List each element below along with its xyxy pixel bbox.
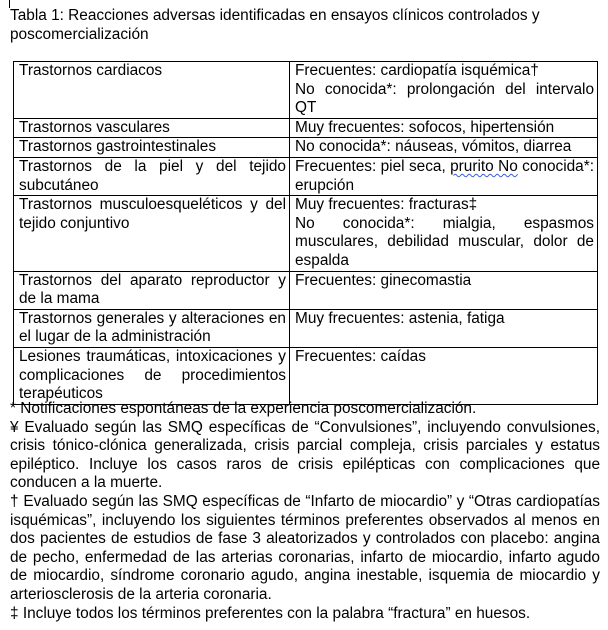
- reaction-line: Frecuentes: piel seca, prurito No conocida*: erupción: [295, 157, 594, 194]
- reactions-cell: [290, 62, 598, 119]
- spellcheck-underline: prurito No: [450, 157, 518, 175]
- reactions-cell: [290, 309, 598, 347]
- reaction-line: Frecuentes: caídas: [295, 347, 426, 365]
- footnote-asterisk: * Notificaciones espontáneas de la experiencia poscomercialización.: [10, 400, 477, 417]
- organ-class-cell: Trastornos musculoesqueléticos y del tejido conjuntivo: [14, 196, 290, 271]
- organ-class-cell: Lesiones traumáticas, intoxicaciones y complicaciones de procedimientos terapéuticos: [14, 347, 290, 404]
- reaction-line: Frecuentes: cardiopatía isquémica†: [295, 62, 539, 79]
- reaction-line: No conocida*: náuseas, vómitos, diarrea: [295, 138, 572, 156]
- table-row: [14, 62, 598, 119]
- table-row: [14, 196, 598, 271]
- reactions-cell: [290, 271, 598, 309]
- table-row: [14, 157, 598, 195]
- table-row: [14, 309, 598, 347]
- reaction-line: Muy frecuentes: sofocos, hipertensión: [295, 118, 555, 136]
- caption-line-1: Tabla 1: Reacciones adversas identificadas en ensayos clínicos controlados y: [10, 7, 540, 24]
- reactions-cell: [290, 157, 598, 195]
- table-row: [14, 271, 598, 309]
- reactions-cell: [290, 347, 598, 404]
- reaction-line: Frecuentes: ginecomastia: [295, 271, 472, 289]
- organ-class-cell: Trastornos vasculares: [14, 118, 290, 138]
- reactions-cell: [290, 118, 598, 138]
- adverse-reactions-table: [13, 61, 598, 405]
- footnotes: [10, 400, 600, 623]
- organ-class-cell: Trastornos gastrointestinales: [14, 138, 290, 158]
- caption-line-2: poscomercialización: [10, 25, 149, 43]
- footnote-yen: ¥ Evaluado según las SMQ específicas de “Convulsiones”, incluyendo convulsiones, crisis tónico-clónica generalizada, crisis parcial compleja, crisis parciales y estatus epiléptico. Incluye los casos raros de crisis epilépticas con complicaciones que conducen a la muerte.: [10, 418, 600, 492]
- reaction-line: Muy frecuentes: astenia, fatiga: [295, 309, 505, 327]
- reaction-line: No conocida*: mialgia, espasmos musculares, debilidad muscular, dolor de espalda: [295, 214, 594, 269]
- reactions-cell: [290, 138, 598, 158]
- organ-class-cell: Trastornos generales y alteraciones en el lugar de la administración: [14, 309, 290, 347]
- footnote-dagger: † Evaluado según las SMQ específicas de “Infarto de miocardio” y “Otras cardiopatías isquémicas”, incluyendo los siguientes términos preferentes observados al menos en dos pacientes de estudios de fase 3 aleatorizados y controlados con placebo: angina de pecho, enfermedad de las arterias coronarias, infarto de miocardio, infarto agudo de miocardio, síndrome coronario agudo, angina inestable, isquemia de miocardio y arteriosclerosis de la arteria coronaria.: [10, 492, 600, 603]
- footnote-double-dagger: ‡ Incluye todos los términos preferentes con la palabra “fractura” en huesos.: [10, 604, 531, 622]
- reaction-line: Muy frecuentes: fracturas‡: [295, 196, 478, 214]
- organ-class-cell: Trastornos de la piel y del tejido subcutáneo: [14, 157, 290, 195]
- reactions-cell: [290, 196, 598, 271]
- table-caption: [10, 7, 600, 44]
- table-row: [14, 138, 598, 158]
- organ-class-cell: Trastornos del aparato reproductor y de la mama: [14, 271, 290, 309]
- organ-class-cell: Trastornos cardiacos: [14, 62, 290, 119]
- reaction-line: No conocida*: prolongación del intervalo QT: [295, 80, 594, 117]
- table-row: [14, 118, 598, 138]
- table-row: [14, 347, 598, 404]
